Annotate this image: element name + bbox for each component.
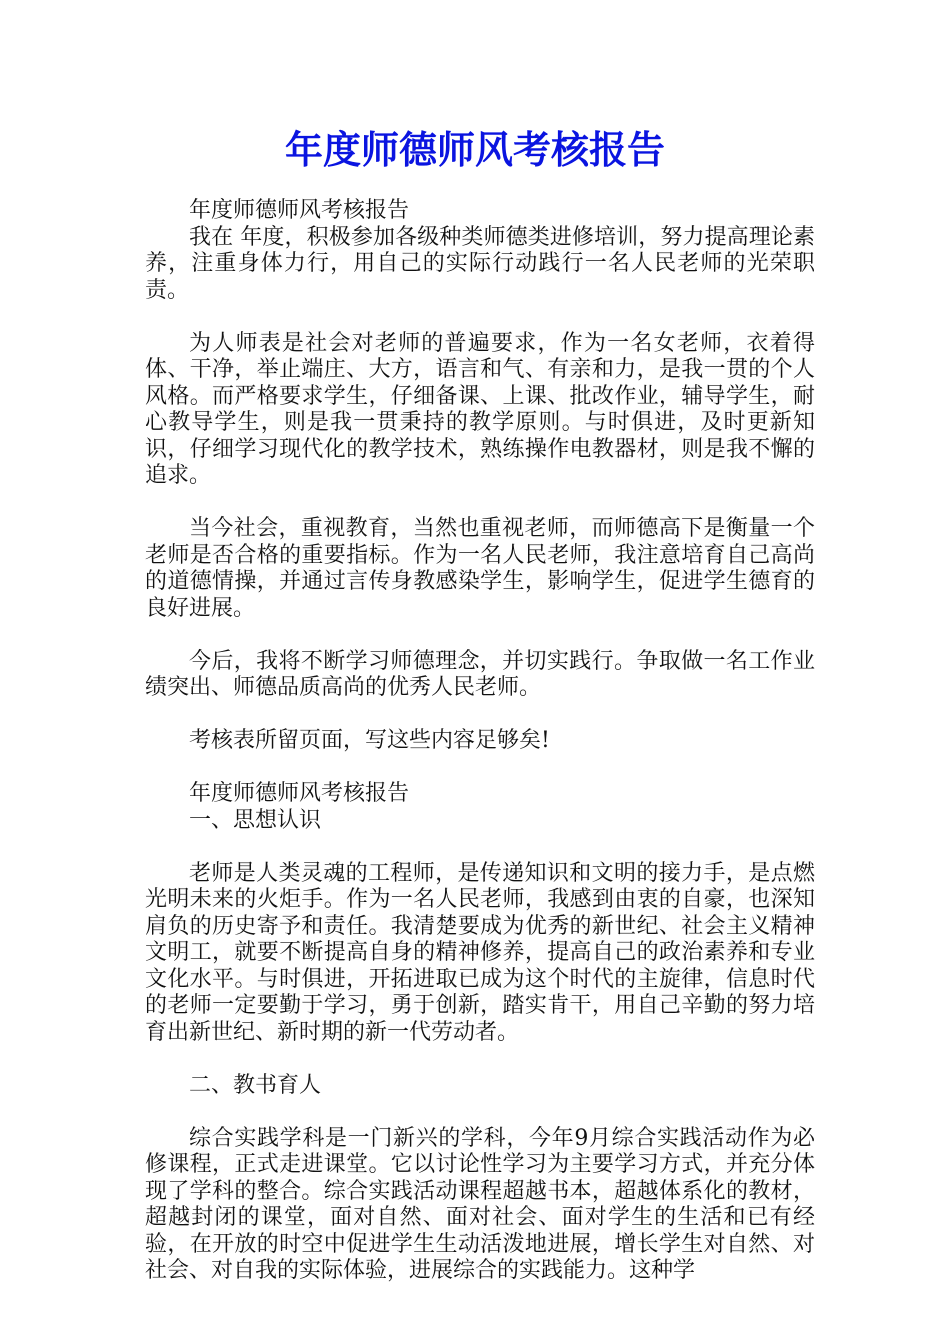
section-heading-teaching: 二、教书育人 xyxy=(189,1072,322,1098)
paragraph-intro: 我在 年度，积极参加各级种类师德类进修培训，努力提高理论素养，注重身体力行，用自己的实际行动践行一名人民老师的光荣职责。 xyxy=(145,224,815,303)
paragraph-note: 考核表所留页面，写这些内容足够矣! xyxy=(189,728,550,753)
paragraph-ethics: 当今社会，重视教育，当然也重视老师，而师德高下是衡量一个老师是否合格的重要指标。作为一名人民老师，我注意培育自己高尚的道德情操，并通过言传身教感染学生，影响学生，促进学生德育的良好进展。 xyxy=(145,516,815,621)
paragraph-appearance: 为人师表是社会对老师的普遍要求，作为一名女老师，衣着得体、干净，举止端庄、大方，语言和气、有亲和力，是我一贯的个人风格。而严格要求学生，仔细备课、上课、批改作业，辅导学生，耐心教导学生，则是我一贯秉持的教学原则。与时俱进，及时更新知识，仔细学习现代化的教学技术，熟练操作电教器材，则是我不懈的追求。 xyxy=(145,330,815,488)
paragraph-second-title: 年度师德师风考核报告 xyxy=(189,781,410,806)
section-heading-thought: 一、思想认识 xyxy=(189,807,322,833)
paragraph-heading-repeat: 年度师德师风考核报告 xyxy=(189,198,410,223)
paragraph-teacher-role: 老师是人类灵魂的工程师，是传递知识和文明的接力手，是点燃光明未来的火炬手。作为一名人民老师，我感到由衷的自豪，也深知肩负的历史寄予和责任。我清楚要成为优秀的新世纪、社会主义精神文明工，就要不断提高自身的精神修养，提高自己的政治素养和专业文化水平。与时俱进，开拓进取已成为这个时代的主旋律，信息时代的老师一定要勤于学习，勇于创新，踏实肯干，用自己辛勤的努力培育出新世纪、新时期的新一代劳动者。 xyxy=(145,860,815,1045)
paragraph-future: 今后，我将不断学习师德理念，并切实践行。争取做一名工作业绩突出、师德品质高尚的优秀人民老师。 xyxy=(145,648,815,700)
document-title: 年度师德师风考核报告 xyxy=(284,127,665,172)
document-body xyxy=(145,198,815,1285)
paragraph-practice-subject: 综合实践学科是一门新兴的学科，今年9月综合实践活动作为必修课程，正式走进课堂。它以讨论性学习为主要学习方式，并充分体现了学科的整合。综合实践活动课程超越书本，超越体系化的教材，超越封闭的课堂，面对自然、面对社会、面对学生的生活和已有经验，在开放的时空中促进学生生动活泼地进展，增长学生对自然、对社会、对自我的实际体验，进展综合的实践能力。这种学 xyxy=(145,1125,815,1283)
